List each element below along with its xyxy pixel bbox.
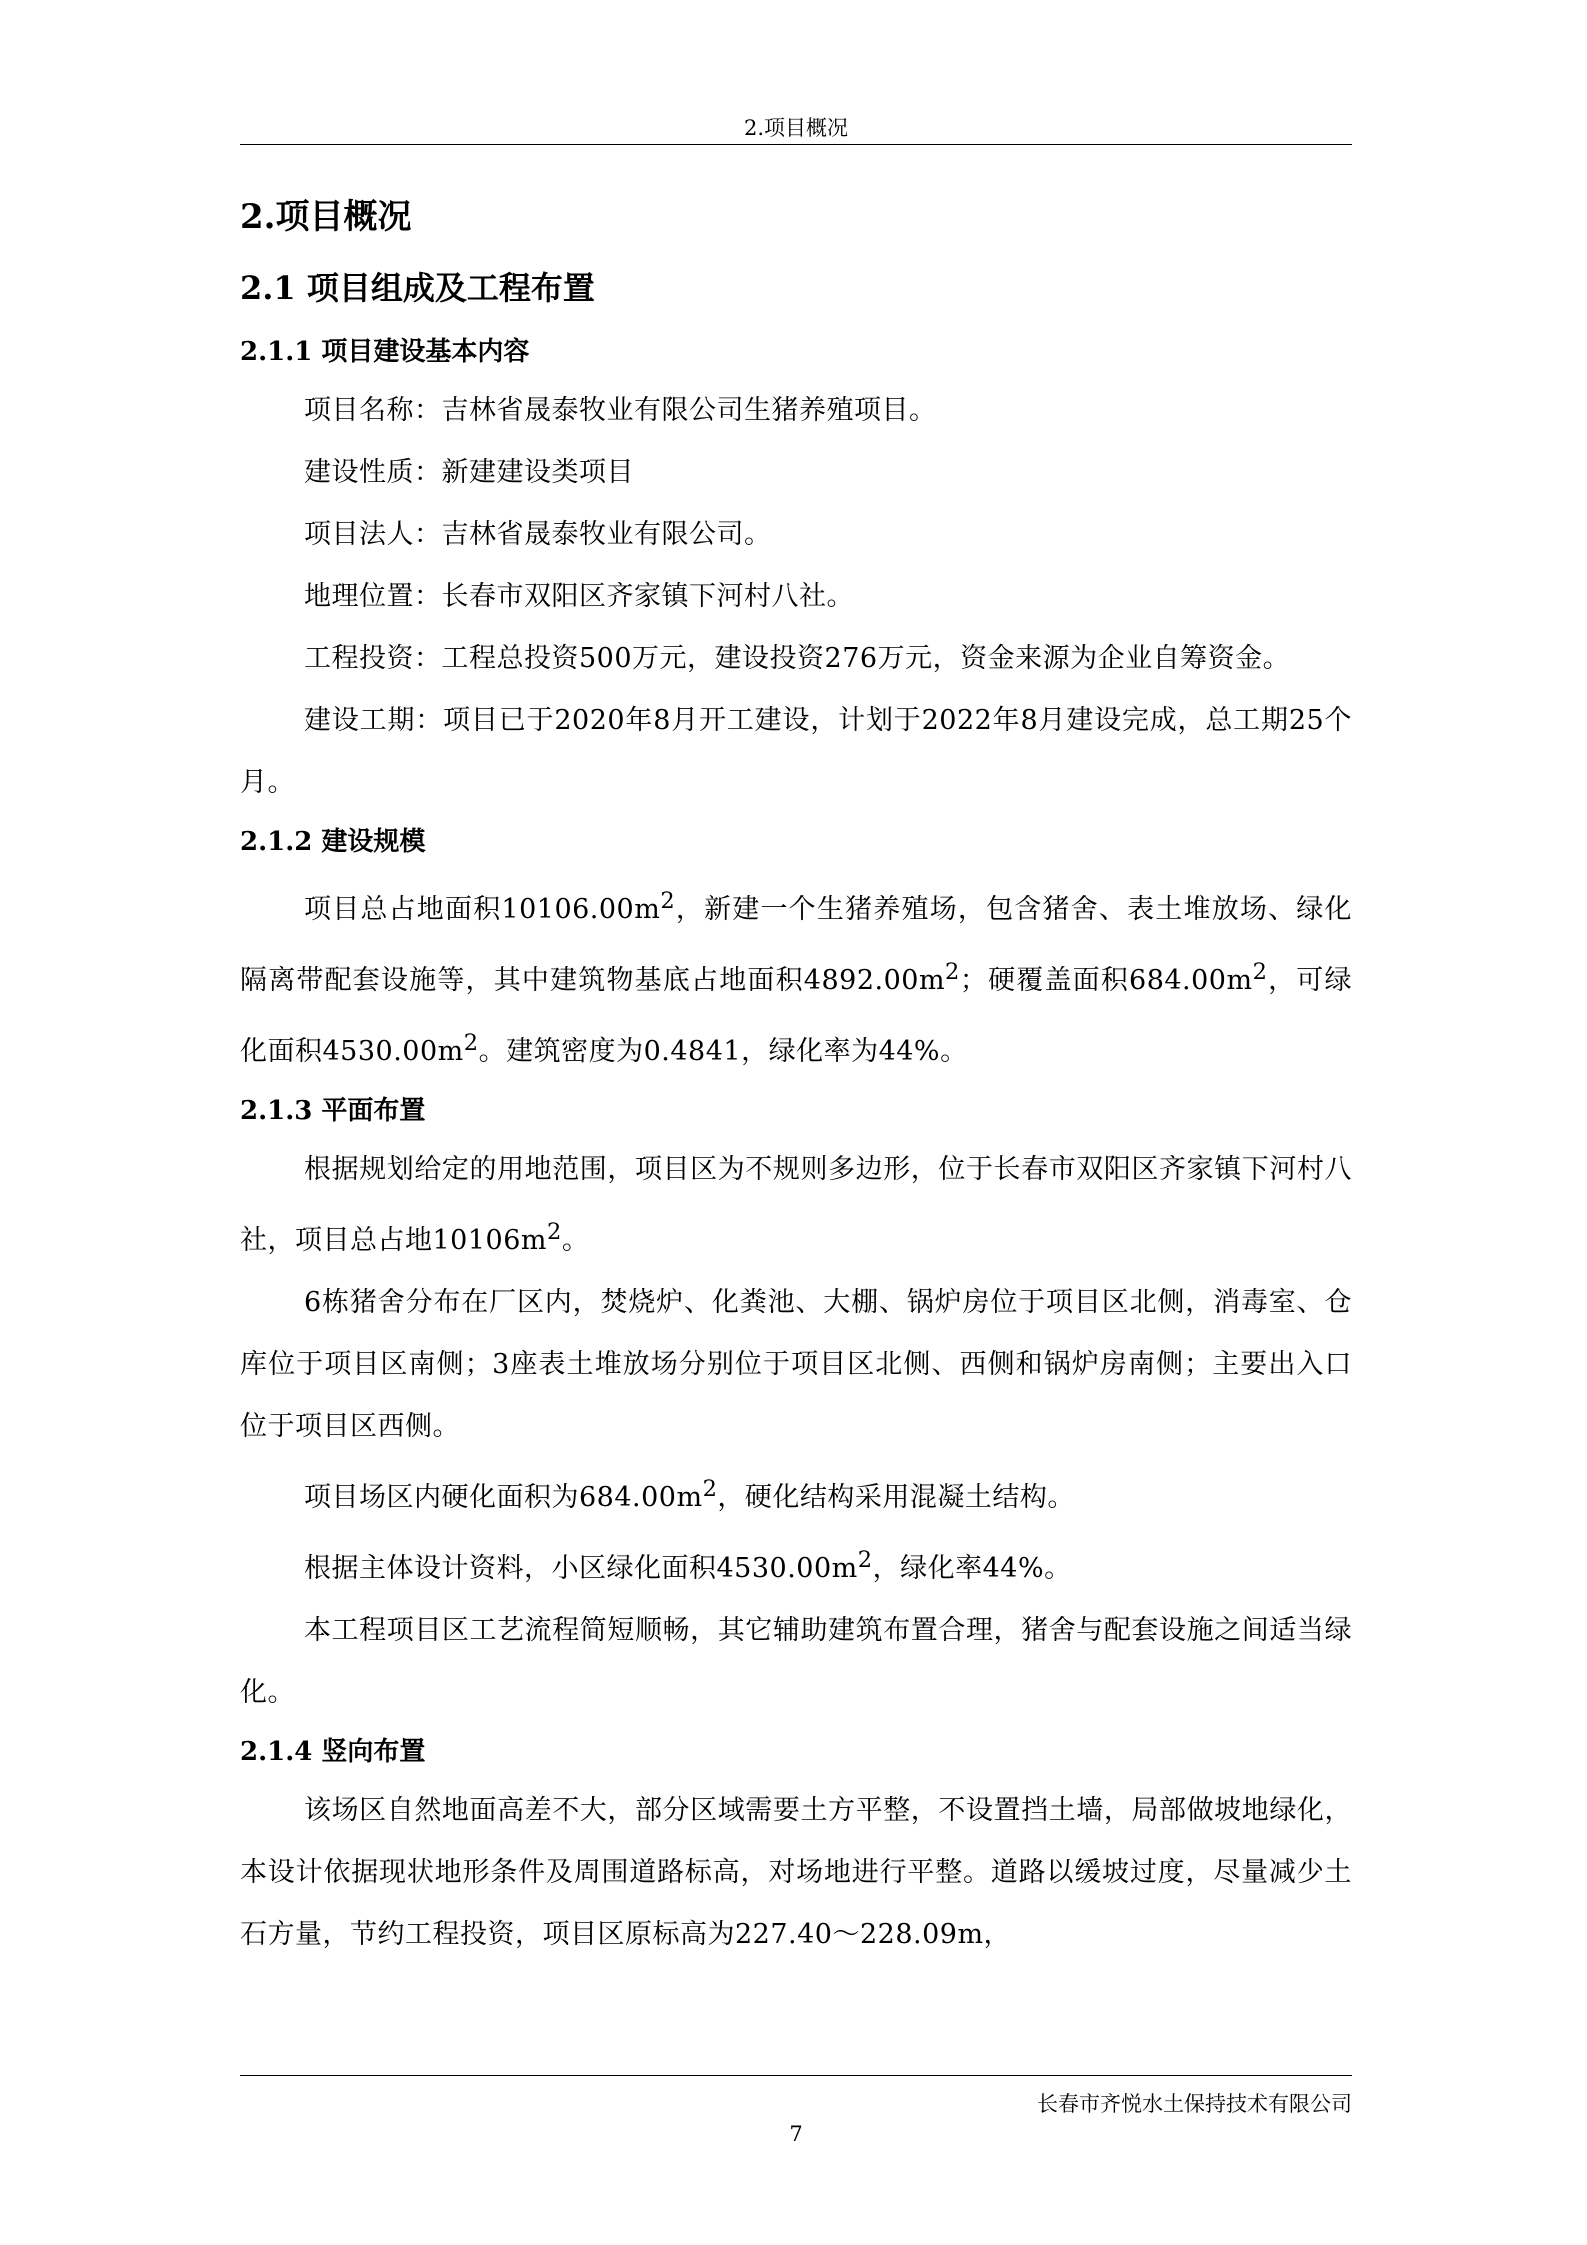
paragraph-construction-scale: 项目总占地面积$10106.00m^2$，新建一个生猪养殖场，包含猪舍、表土堆放场、绿化隔离带配套设施等，其中建筑物基底占地面积$4892.00m^2$；硬覆盖面积$684.00m^2$，可绿化面积$4530.00m^2$。建筑密度为0.4841，绿化率为44%。 [240,888,1352,1067]
paragraph-construction-nature: 建设性质：新建建设类项目 [304,457,634,488]
paragraph-vertical-layout: 该场区自然地面高差不大，部分区域需要土方平整，不设置挡土墙，局部做坡地绿化，本设计依据现状地形条件及周围道路标高，对场地进行平整。道路以缓坡过度，尽量减少土石方量，节约工程投资，项目区原标高为227.40～228.09m， [240,1795,1352,1950]
paragraph-construction-period: 建设工期：项目已于2020年8月开工建设，计划于2022年8月建设完成，总工期25个月。 [240,705,1352,798]
footer-divider [240,2075,1352,2076]
paragraph-site-range: 根据规划给定的用地范围，项目区为不规则多边形，位于长春市双阳区齐家镇下河村八社，项目总占地$10106m^2$。 [240,1154,1352,1256]
paragraph-legal-entity: 项目法人：吉林省晟泰牧业有限公司。 [304,519,772,550]
subsection-heading-2-1-4: 2.1.4 竖向布置 [240,1737,426,1767]
chapter-title: 2.项目概况 [240,197,412,237]
footer-company-name: 长春市齐悦水土保持技术有限公司 [1037,2092,1352,2116]
header-divider [240,144,1352,145]
paragraph-hardened-area: 项目场区内硬化面积为$684.00m^2$，硬化结构采用混凝土结构。 [304,1476,1075,1513]
paragraph-process-flow: 本工程项目区工艺流程简短顺畅，其它辅助建筑布置合理，猪舍与配套设施之间适当绿化。 [240,1615,1352,1708]
subsection-heading-2-1-2: 2.1.2 建设规模 [240,827,426,857]
subsection-heading-2-1-1: 2.1.1 项目建设基本内容 [240,337,530,367]
paragraph-investment: 工程投资：工程总投资500万元，建设投资276万元，资金来源为企业自筹资金。 [304,643,1291,674]
page-number: 7 [789,2122,803,2146]
paragraph-building-layout: 6栋猪舍分布在厂区内，焚烧炉、化粪池、大棚、锅炉房位于项目区北侧，消毒室、仓库位于项目区南侧；3座表土堆放场分别位于项目区北侧、西侧和锅炉房南侧；主要出入口位于项目区西侧。 [240,1287,1352,1442]
paragraph-location: 地理位置：长春市双阳区齐家镇下河村八社。 [304,581,854,612]
section-heading-2-1: 2.1 项目组成及工程布置 [240,269,595,307]
paragraph-project-name: 项目名称：吉林省晟泰牧业有限公司生猪养殖项目。 [304,395,937,426]
paragraph-green-area: 根据主体设计资料，小区绿化面积$4530.00m^2$，绿化率44%。 [304,1547,1072,1584]
subsection-heading-2-1-3: 2.1.3 平面布置 [240,1096,426,1126]
document-body [240,188,1352,1966]
running-header: 2.项目概况 [743,116,849,140]
